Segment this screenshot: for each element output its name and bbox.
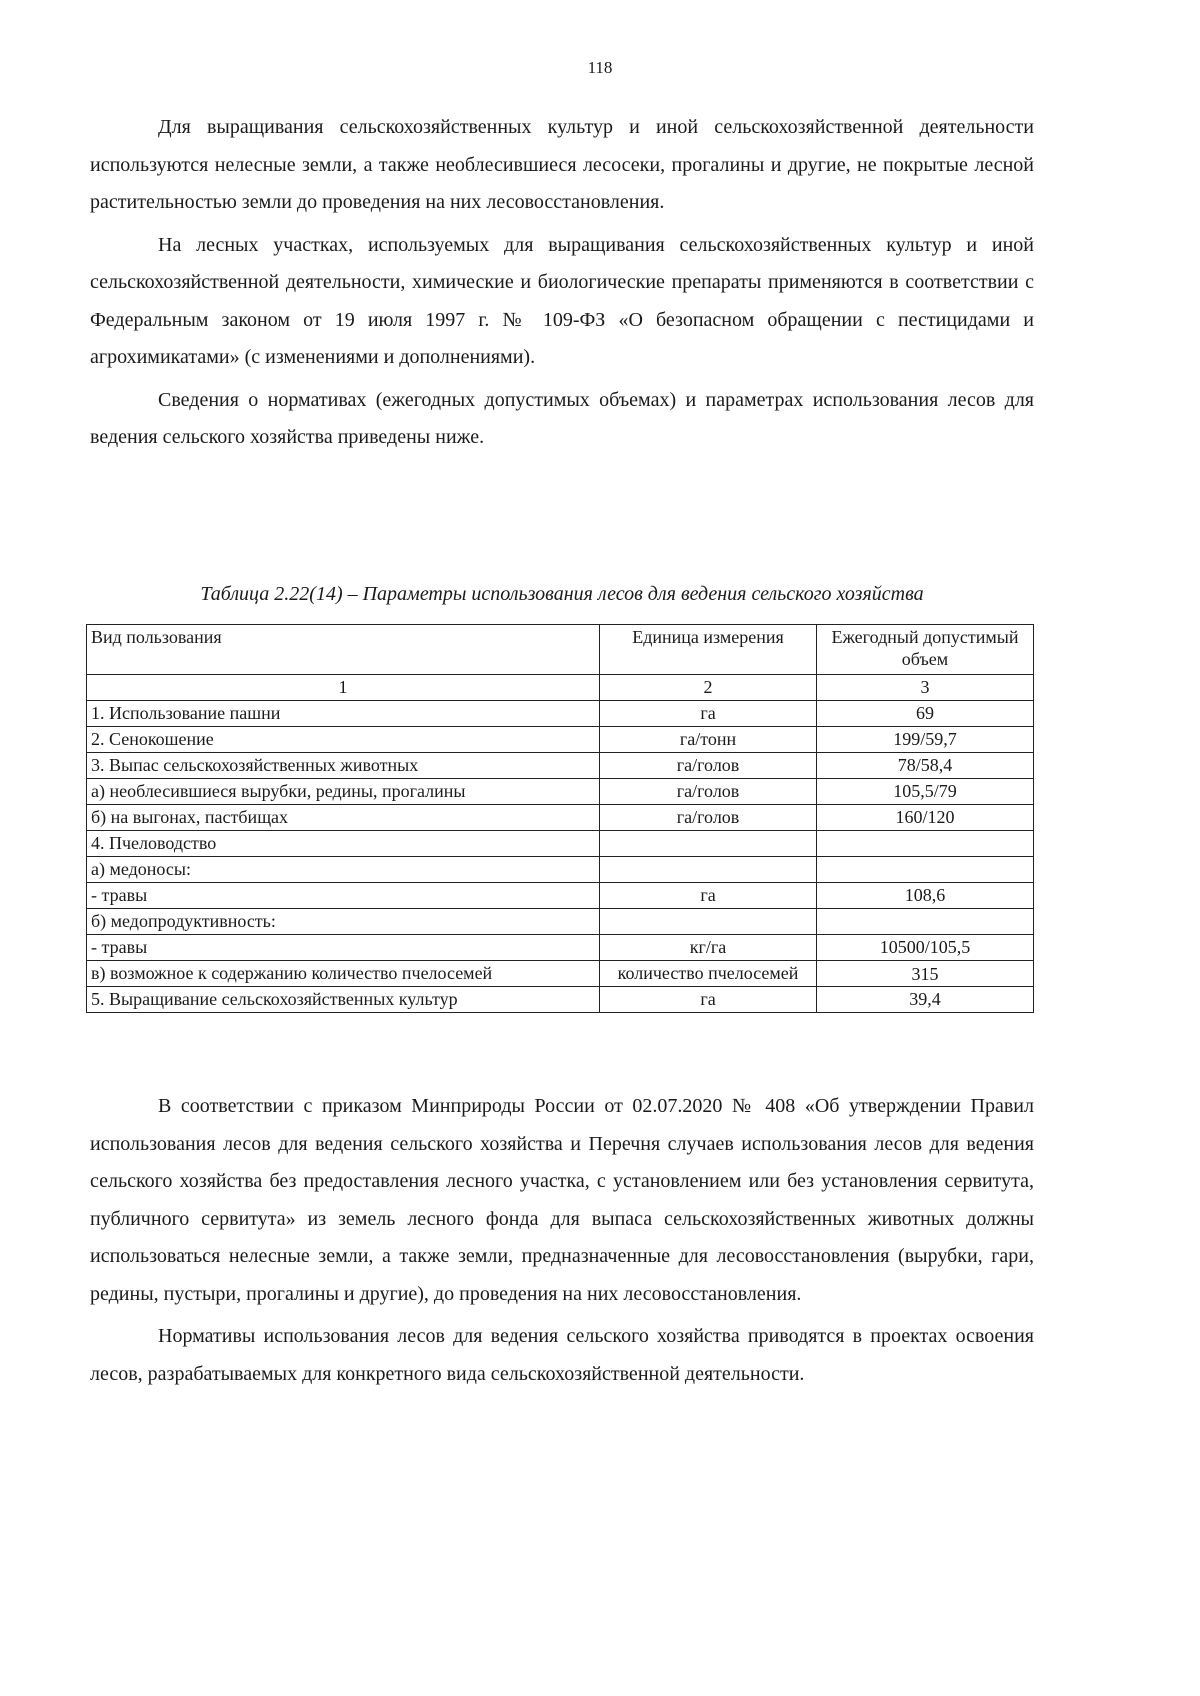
paragraph: На лесных участках, используемых для выращивания сельскохозяйственных культур и иной сельскохозяйственной деятельности, химические и биологические препараты применяются в соответствии с Федеральным законом от 19 июля 1997 г. № 109-ФЗ «О безопасном обращении с пестицидами и агрохимикатами» (с изменениями и дополнениями). <box>90 233 1034 368</box>
column-header: Единица измерения <box>600 625 817 675</box>
column-header: Ежегодный допустимый объем <box>816 625 1033 675</box>
annual-volume: 199/59,7 <box>816 727 1033 753</box>
table-row <box>87 701 1034 727</box>
usage-type: 3. Выпас сельскохозяйственных животных <box>87 753 600 779</box>
table-row <box>87 935 1034 961</box>
unit: кг/га <box>600 935 817 961</box>
table-row <box>87 987 1034 1013</box>
usage-type: - травы <box>87 883 600 909</box>
closing-text <box>90 1088 1034 1398</box>
unit: га/тонн <box>600 727 817 753</box>
usage-type: а) необлесившиеся вырубки, редины, прогалины <box>87 779 600 805</box>
table-caption: Таблица 2.22(14) – Параметры использования лесов для ведения сельского хозяйства <box>200 583 924 605</box>
usage-type: в) возможное к содержанию количество пчелосемей <box>87 961 600 987</box>
unit: га/голов <box>600 753 817 779</box>
usage-type: б) на выгонах, пастбищах <box>87 805 600 831</box>
usage-type: а) медоносы: <box>87 857 600 883</box>
table-row <box>87 857 1034 883</box>
annual-volume <box>816 909 1033 935</box>
unit <box>600 831 817 857</box>
annual-volume: 39,4 <box>816 987 1033 1013</box>
paragraph: В соответствии с приказом Минприроды России от 02.07.2020 № 408 «Об утверждении Правил использования лесов для ведения сельского хозяйства и Перечня случаев использования лесов для ведения сельского хозяйства без предоставления лесного участка, с установлением или без установления сервитута, публичного сервитута» из земель лесного фонда для выпаса сельскохозяйственных животных должны использоваться нелесные земли, а также земли, предназначенные для лесовосстановления (вырубки, гари, редины, пустыри, прогалины и другие), до проведения на них лесовосстановления. <box>90 1095 1034 1305</box>
page-number: 118 <box>587 58 613 77</box>
paragraph: Нормативы использования лесов для ведения сельского хозяйства приводятся в проектах освоения лесов, разрабатываемых для конкретного вида сельскохозяйственной деятельности. <box>90 1325 1034 1385</box>
unit <box>600 857 817 883</box>
annual-volume: 105,5/79 <box>816 779 1033 805</box>
annual-volume: 69 <box>816 701 1033 727</box>
usage-type: 2. Сенокошение <box>87 727 600 753</box>
usage-type: б) медопродуктивность: <box>87 909 600 935</box>
unit: количество пчелосемей <box>600 961 817 987</box>
annual-volume: 315 <box>816 961 1033 987</box>
unit: га <box>600 701 817 727</box>
paragraph: Для выращивания сельскохозяйственных культур и иной сельскохозяйственной деятельности используются нелесные земли, а также необлесившиеся лесосеки, прогалины и другие, не покрытые лесной растительностью земли до проведения на них лесовосстановления. <box>90 116 1034 213</box>
table-row <box>87 779 1034 805</box>
annual-volume: 108,6 <box>816 883 1033 909</box>
annual-volume: 160/120 <box>816 805 1033 831</box>
column-number: 1 <box>87 675 600 701</box>
table-row <box>87 805 1034 831</box>
annual-volume: 10500/105,5 <box>816 935 1033 961</box>
table-row <box>87 883 1034 909</box>
column-number: 2 <box>600 675 817 701</box>
unit: га <box>600 883 817 909</box>
annual-volume <box>816 831 1033 857</box>
paragraph: Сведения о нормативах (ежегодных допустимых объемах) и параметрах использования лесов для ведения сельского хозяйства приведены ниже. <box>90 388 1034 448</box>
annual-volume <box>816 857 1033 883</box>
column-number-row <box>87 675 1034 701</box>
usage-type: 5. Выращивание сельскохозяйственных культур <box>87 987 600 1013</box>
unit: га/голов <box>600 805 817 831</box>
annual-volume: 78/58,4 <box>816 753 1033 779</box>
forest-use-parameters-table <box>86 624 1034 1013</box>
table-row <box>87 961 1034 987</box>
table-header-row <box>87 625 1034 675</box>
column-number: 3 <box>816 675 1033 701</box>
intro-text <box>90 109 1034 462</box>
table-row <box>87 753 1034 779</box>
usage-type: 4. Пчеловодство <box>87 831 600 857</box>
unit <box>600 909 817 935</box>
usage-type: - травы <box>87 935 600 961</box>
unit: га/голов <box>600 779 817 805</box>
table-row <box>87 909 1034 935</box>
column-header: Вид пользования <box>87 625 600 675</box>
unit: га <box>600 987 817 1013</box>
usage-type: 1. Использование пашни <box>87 701 600 727</box>
table-row <box>87 831 1034 857</box>
table-row <box>87 727 1034 753</box>
